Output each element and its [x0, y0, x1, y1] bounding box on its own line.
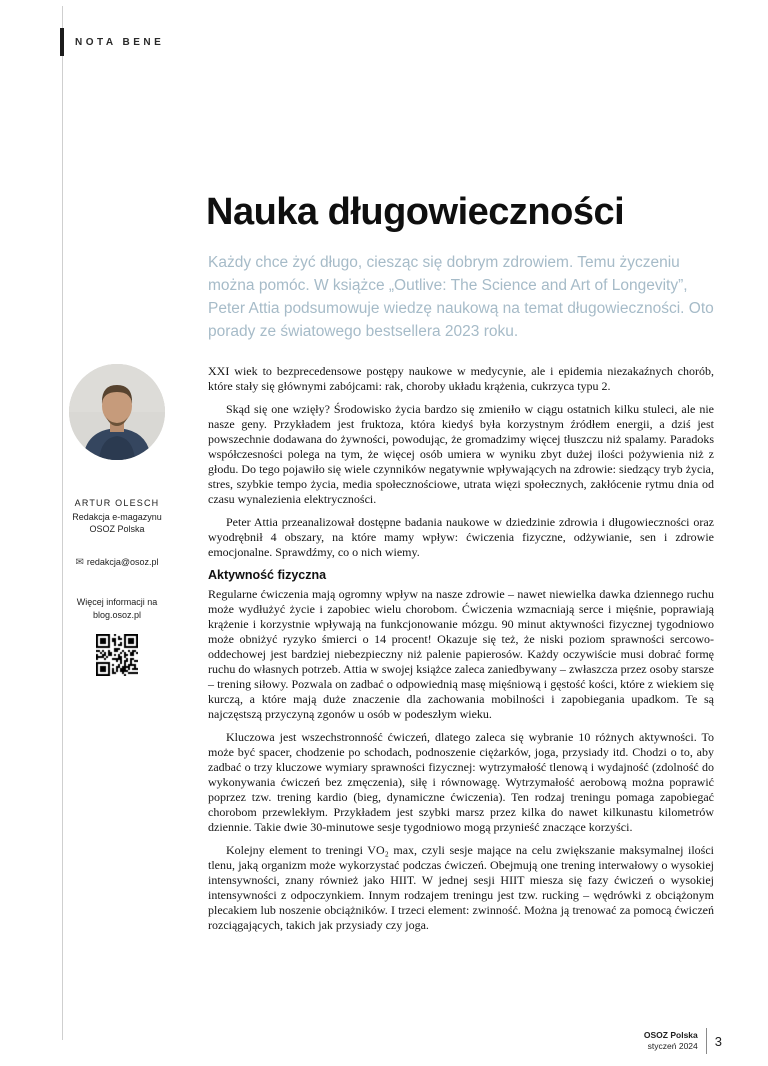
footer-issue: styczeń 2024	[647, 1041, 698, 1051]
paragraph: Kolejny element to treningi VO₂ max, czyli sesje mające na celu zwiększanie maksymalnej ilości tlenu, jaką organizm może wykorzystać podczas ćwiczeń. Obejmują one trening interwałowy o wysokiej intensywności, znany również jako HIIT. W jednej sesji HIIT miesza się fazy ćwiczeń o wysokiej intensywności z odpoczynkiem. Innym rodzajem treningu jest tzw. rucking – wędrówki z obciążonym plecakiem lub noszenie obciążników. I trzeci element: zwinność. Można ją trenować za pomocą ćwiczeń rozciągających, takich jak przysiady czy joga.	[208, 843, 714, 932]
section-marker-bar	[60, 28, 64, 56]
paragraph: Kluczowa jest wszechstronność ćwiczeń, dlatego zaleca się wybranie 10 różnych aktywności. To może być spacer, chodzenie po schodach, podnoszenie ciężarków, joga, przysiady itd. Chodzi o to, aby zadbać o trzy kluczowe wymiary sprawności fizycznej: wytrzymałość tlenową i wydajność (zdolność do wykonywania ćwiczeń bez zmęczenia), siłę i równowagę. Wytrzymałość aerobową można poprawić poprzez tzw. trening kardio (bieg, dynamiczne ćwiczenia). Ten rodzaj treningu pomaga zapobiegać chorobom przewlekłym. Przykładem jest szybki marsz przez kilka do nawet kilkunastu kilometrów dziennie. Takie dwie 30-minutowe sesje tygodniowo mogą przynieść znaczące korzyści.	[208, 730, 714, 834]
paragraph: Regularne ćwiczenia mają ogromny wpływ na nasze zdrowie – nawet niewielka dawka dziennego ruchu może wydłużyć życie i zapobiec wielu chorobom. Ćwiczenia wzmacniają serce i mięśnie, poprawiają krążenie i korzystnie wpływają na funkcjonowanie mózgu. 90 minut aktywności fizycznej tygodniowo może obniżyć ryzyko śmierci o 14 procent! Okazuje się też, że niski poziom sprawności sercowo-oddechowej jest bardziej niebezpieczny niż palenie papierosów. Każdy oczywiście musi dobrać formę ruchu do własnych potrzeb. Attia w swojej książce zaleca zaniedbywany – zwłaszcza przez osoby starsze – trening siłowy. Pozwala on zadbać o odpowiednią masę mięśniową i gęstość kości, które z wiekiem się kurczą, a które mają duże znaczenie dla zachowania mobilności i zapobiegania upadkom. Te są najczęstszą przyczyną zgonów u osób w podeszłym wieku.	[208, 587, 714, 721]
qr-code	[68, 634, 166, 676]
author-role-line1: Redakcja e-magazynu	[72, 512, 162, 522]
paragraph: XXI wiek to bezprecedensowe postępy naukowe w medycynie, ale i epidemia niezakaźnych chorób, które stały się głównymi zabójcami: rak, choroby układu krążenia, cukrzyca typu 2.	[208, 364, 714, 393]
author-photo	[69, 364, 165, 460]
author-email-link[interactable]: redakcja@osoz.pl	[86, 557, 159, 567]
author-name: ARTUR OLESCH	[74, 498, 160, 508]
article-body	[208, 364, 714, 941]
blog-link[interactable]: blog.osoz.pl	[92, 610, 142, 620]
section-label: NOTA BENE	[75, 37, 165, 48]
article-lead: Każdy chce żyć długo, ciesząc się dobrym zdrowiem. Temu życzeniu można pomóc. W książce „Outlive: The Science and Art of Longevity”, Peter Attia podsumowuje wiedzę naukową na temat długowieczności. Oto porady ze światowego bestsellera 2023 roku.	[208, 254, 714, 340]
page-footer	[644, 1028, 722, 1054]
author-sidebar	[68, 364, 166, 676]
paragraph: Peter Attia przeanalizował dostępne badania naukowe w dziedzinie zdrowia i długowieczności oraz wyodrębnił 4 obszary, na które mamy wpływ: ćwiczenia fizyczne, odżywianie, sen i zdrowie emocjonalne. Sprawdźmy, co o nich wiemy.	[208, 515, 714, 559]
more-info-label: Więcej informacji na	[76, 597, 158, 607]
author-role-line2: OSOZ Polska	[89, 524, 145, 534]
article-title: Nauka długowieczności	[206, 191, 625, 234]
author-portrait-illustration	[69, 364, 165, 460]
mail-icon: ✉	[75, 557, 84, 568]
paragraph: Skąd się one wzięły? Środowisko życia bardzo się zmieniło w ciągu ostatnich kilku stuleci, ale nie nasze geny. Przykładem jest fruktoza, która kiedyś była korzystnym źródłem energii, a dziś jest powszechnie dodawana do żywności, powodując, że gromadzimy więcej tłuszczu niż spalamy. Paradoks współczesności polega na tym, że więcej osób umiera w wyniku zbyt dużej ilości pożywienia niż z głodu. Do tego pojawiło się wiele czynników negatywnie wpływających na zdrowie: siedzący tryb życia, stres, szybkie tempo życia, media społecznościowe, utrata więzi społecznych, zakłócenie rytmu dnia od czasu wynalezienia elektryczności.	[208, 402, 714, 506]
footer-divider	[706, 1028, 707, 1054]
page-number: 3	[714, 1033, 722, 1049]
footer-magazine-name: OSOZ Polska	[643, 1030, 698, 1040]
left-margin-rule	[62, 6, 63, 1040]
section-heading: Aktywność fizyczna	[208, 568, 327, 582]
